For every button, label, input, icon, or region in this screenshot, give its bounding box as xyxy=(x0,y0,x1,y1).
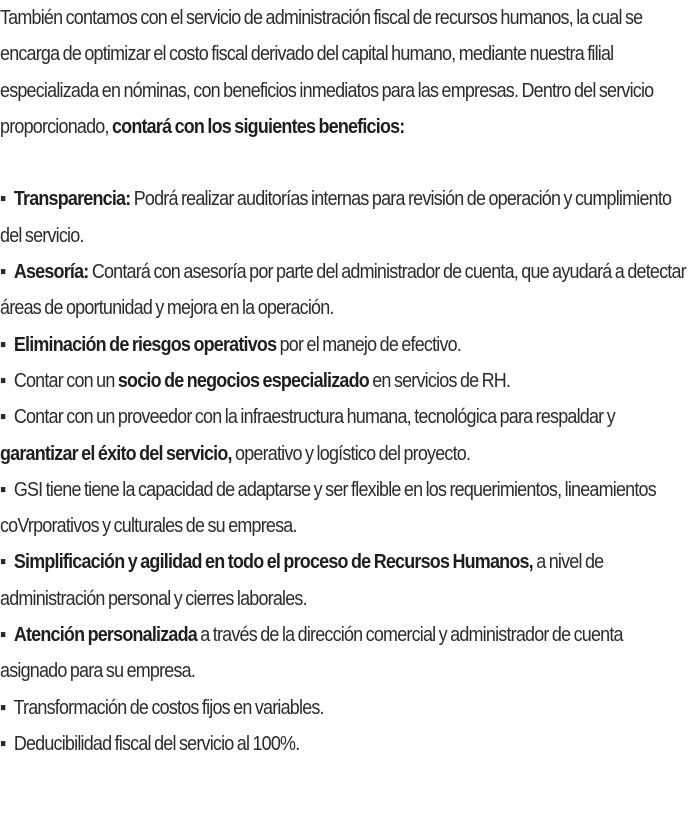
intro-bold-text: contará con los siguientes beneficios: xyxy=(111,114,405,138)
item-bold-text: garantizar el éxito del servicio, xyxy=(0,441,232,465)
item-text: Transformación de costos fijos en variables. xyxy=(13,695,324,719)
list-item-atencion xyxy=(0,617,689,690)
item-text: GSI tiene tiene la capacidad de adaptarse y ser flexible en los requerimientos, lineamientos coVrporativos y culturales de su empresa. xyxy=(0,477,656,538)
item-text: en servicios de RH. xyxy=(368,368,511,392)
bullet-icon: ▪ xyxy=(0,695,6,719)
list-item-deducibilidad xyxy=(0,726,689,762)
list-item-simplificacion xyxy=(0,544,689,617)
list-item-gsi-flexible xyxy=(0,472,689,545)
intro-paragraph xyxy=(0,0,689,145)
item-text: a través de la dirección comercial y administrador de cuenta asignado para su empresa. xyxy=(0,623,623,683)
intro-text: También contamos con el servicio de administración fiscal de recursos humanos, la cual se encarga de optimizar el costo fiscal derivado del capital humano, mediante nuestra filial especializada en nóminas, con beneficios inmediatos para las empresas. Dentro del servicio proporcionado, xyxy=(0,6,654,138)
benefits-list xyxy=(0,181,689,762)
item-bold-text: Transparencia: xyxy=(13,187,131,211)
bullet-icon: ▪ xyxy=(0,260,6,284)
item-text: Contar con un proveedor con la infraestructura humana, tecnológica para respaldar y xyxy=(13,405,615,429)
item-text: Deducibilidad fiscal del servicio al 100%. xyxy=(13,731,300,755)
list-item-eliminacion-riesgos xyxy=(0,327,689,363)
bullet-icon: ▪ xyxy=(0,332,6,356)
list-item-transformacion-costos xyxy=(0,690,689,726)
item-bold-text: socio de negocios especializado xyxy=(117,368,369,392)
item-bold-text: Simplificación y agilidad en todo el proceso de Recursos Humanos, xyxy=(13,550,533,574)
item-text: operativo y logístico del proyecto. xyxy=(231,441,471,465)
bullet-icon: ▪ xyxy=(0,187,6,211)
item-text: a nivel de administración personal y cierres laborales. xyxy=(0,550,604,610)
item-bold-text: Eliminación de riesgos operativos xyxy=(13,332,277,356)
bullet-icon: ▪ xyxy=(0,623,6,647)
item-text: Contar con un xyxy=(13,368,118,392)
bullet-icon: ▪ xyxy=(0,368,6,392)
bullet-icon: ▪ xyxy=(0,477,6,501)
bullet-icon: ▪ xyxy=(0,405,6,429)
list-item-asesoria xyxy=(0,254,689,327)
bullet-icon: ▪ xyxy=(0,550,6,574)
item-bold-text: Atención personalizada xyxy=(13,623,197,647)
item-text: por el manejo de efectivo. xyxy=(276,332,462,356)
item-bold-text: Asesoría: xyxy=(13,260,89,284)
list-item-transparencia xyxy=(0,181,689,254)
paragraph-spacer xyxy=(0,145,689,181)
bullet-icon: ▪ xyxy=(0,731,6,755)
item-text: Contará con asesoría por parte del administrador de cuenta, que ayudará a detectar áreas de oportunidad y mejora en la operación. xyxy=(0,260,686,320)
list-item-socio-negocios xyxy=(0,363,689,399)
list-item-proveedor xyxy=(0,399,689,472)
item-text: Podrá realizar auditorías internas para revisión de operación y cumplimiento del servicio. xyxy=(0,187,672,247)
